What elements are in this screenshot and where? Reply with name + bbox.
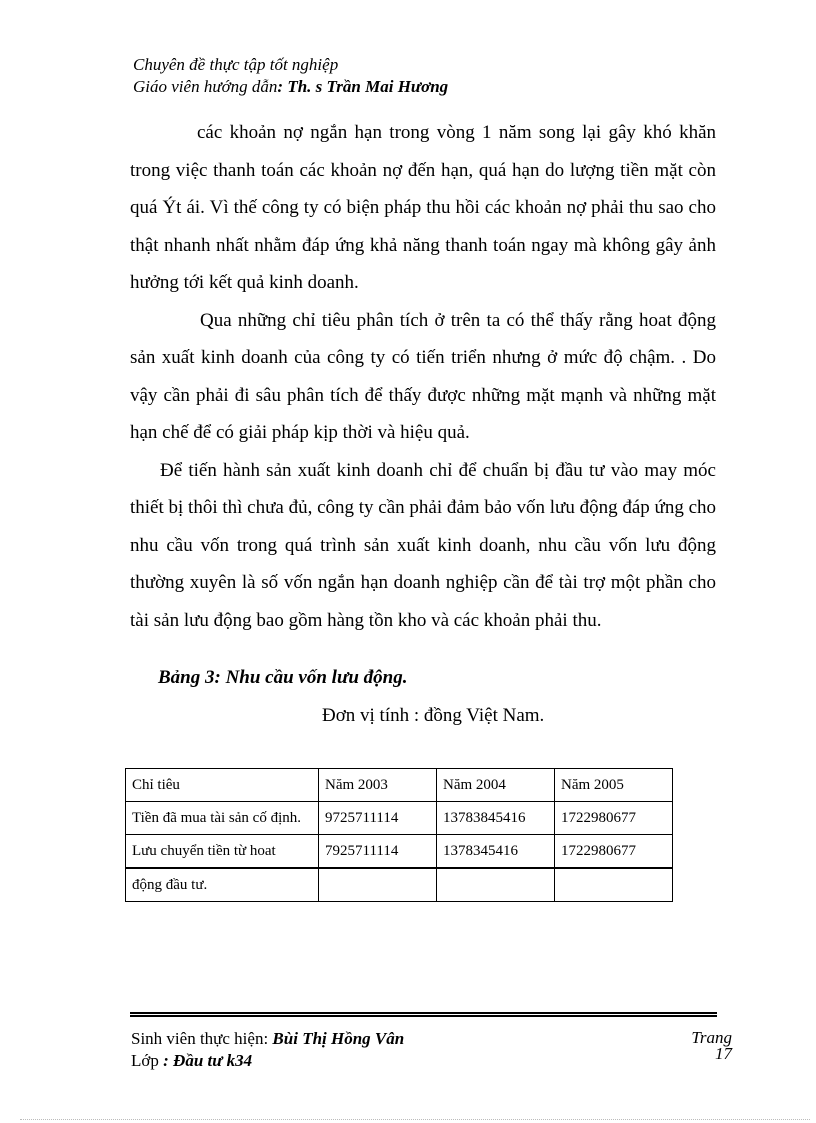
page-edge-divider — [20, 1119, 810, 1120]
table-cell: 1378345416 — [437, 835, 555, 869]
class-label: Lớp — [131, 1051, 159, 1070]
class-line — [131, 1050, 404, 1072]
header-cell: Năm 2004 — [437, 769, 555, 802]
paragraph-3: Để tiến hành sản xuất kinh doanh chỉ để chuẩn bị đầu tư vào may móc thiết bị thôi thì chưa đủ, công ty cần phải đảm bảo vốn lưu động đáp ứng cho nhu cầu vốn trong quá trình sản xuất kinh doanh, nhu cầu vốn lưu động thường xuyên là số vốn ngắn hạn doanh nghiệp cần để tài trợ một phần cho tài sản lưu động bao gồm hàng tồn kho và các khoản phải thu. — [130, 459, 717, 631]
table-row — [126, 802, 673, 835]
student-line — [131, 1028, 404, 1050]
header-cell: Năm 2005 — [555, 769, 673, 802]
page-number-block — [680, 1030, 732, 1062]
table-cell — [319, 868, 437, 902]
table-cell: Lưu chuyển tiền từ hoat — [126, 835, 319, 869]
paragraph-1: các khoản nợ ngắn hạn trong vòng 1 năm song lại gây khó khăn trong việc thanh toán các khoản nợ đến hạn, quá hạn do lượng tiền mặt còn quá Ýt ái. Vì thế công ty có biện pháp thu hồi các khoản nợ phải thu sao cho thật nhanh nhất nhằm đáp ứng khả năng thanh toán ngay mà không gây ảnh hưởng tới kết quả kinh doanh. — [130, 122, 716, 293]
table-cell: 1722980677 — [555, 835, 673, 869]
table-row — [126, 868, 673, 902]
paragraph-2: Qua những chỉ tiêu phân tích ở trên ta có thể thấy rằng hoat động sản xuất kinh doanh của công ty có tiến triển nhưng ở mức độ chậm. . Do vậy cần phải đi sâu phân tích để thấy được những mặt mạnh và những mặt hạn chế để có giải pháp kịp thời và hiệu quả. — [130, 309, 716, 443]
body-text — [130, 114, 716, 639]
page-number: 17 — [715, 1044, 732, 1063]
table-title: Bảng 3: Nhu cầu vốn lưu động. — [158, 667, 408, 688]
document-subject: Chuyên đề thực tập tốt nghiệp — [133, 55, 339, 74]
table-unit: Đơn vị tính : đồng Việt Nam. — [322, 705, 545, 726]
table-cell — [555, 868, 673, 902]
table-cell: 1722980677 — [555, 802, 673, 835]
table-cell: 7925711114 — [319, 835, 437, 869]
student-label: Sinh viên thực hiện: — [131, 1029, 269, 1048]
advisor-label: Giáo viên hướng dẫn — [133, 77, 278, 96]
table-row — [126, 835, 673, 869]
working-capital-table — [125, 768, 673, 902]
student-name: Bùi Thị Hồng Vân — [272, 1029, 405, 1048]
class-name: : Đầu tư k34 — [163, 1051, 253, 1070]
page-label: Trang — [691, 1028, 732, 1047]
footer-divider — [130, 1012, 717, 1017]
table-cell: Tiền đã mua tài sản cố định. — [126, 802, 319, 835]
advisor-name: : Th. s Trần Mai Hương — [277, 77, 449, 96]
header-cell: Chỉ tiêu — [126, 769, 319, 802]
advisor-line — [133, 76, 733, 98]
page-header — [133, 54, 733, 98]
table-cell: động đầu tư. — [126, 868, 319, 902]
header-cell: Năm 2003 — [319, 769, 437, 802]
table-cell: 9725711114 — [319, 802, 437, 835]
table-cell — [437, 868, 555, 902]
table-cell: 13783845416 — [437, 802, 555, 835]
table-header-row — [126, 769, 673, 802]
footer-info — [131, 1028, 404, 1072]
